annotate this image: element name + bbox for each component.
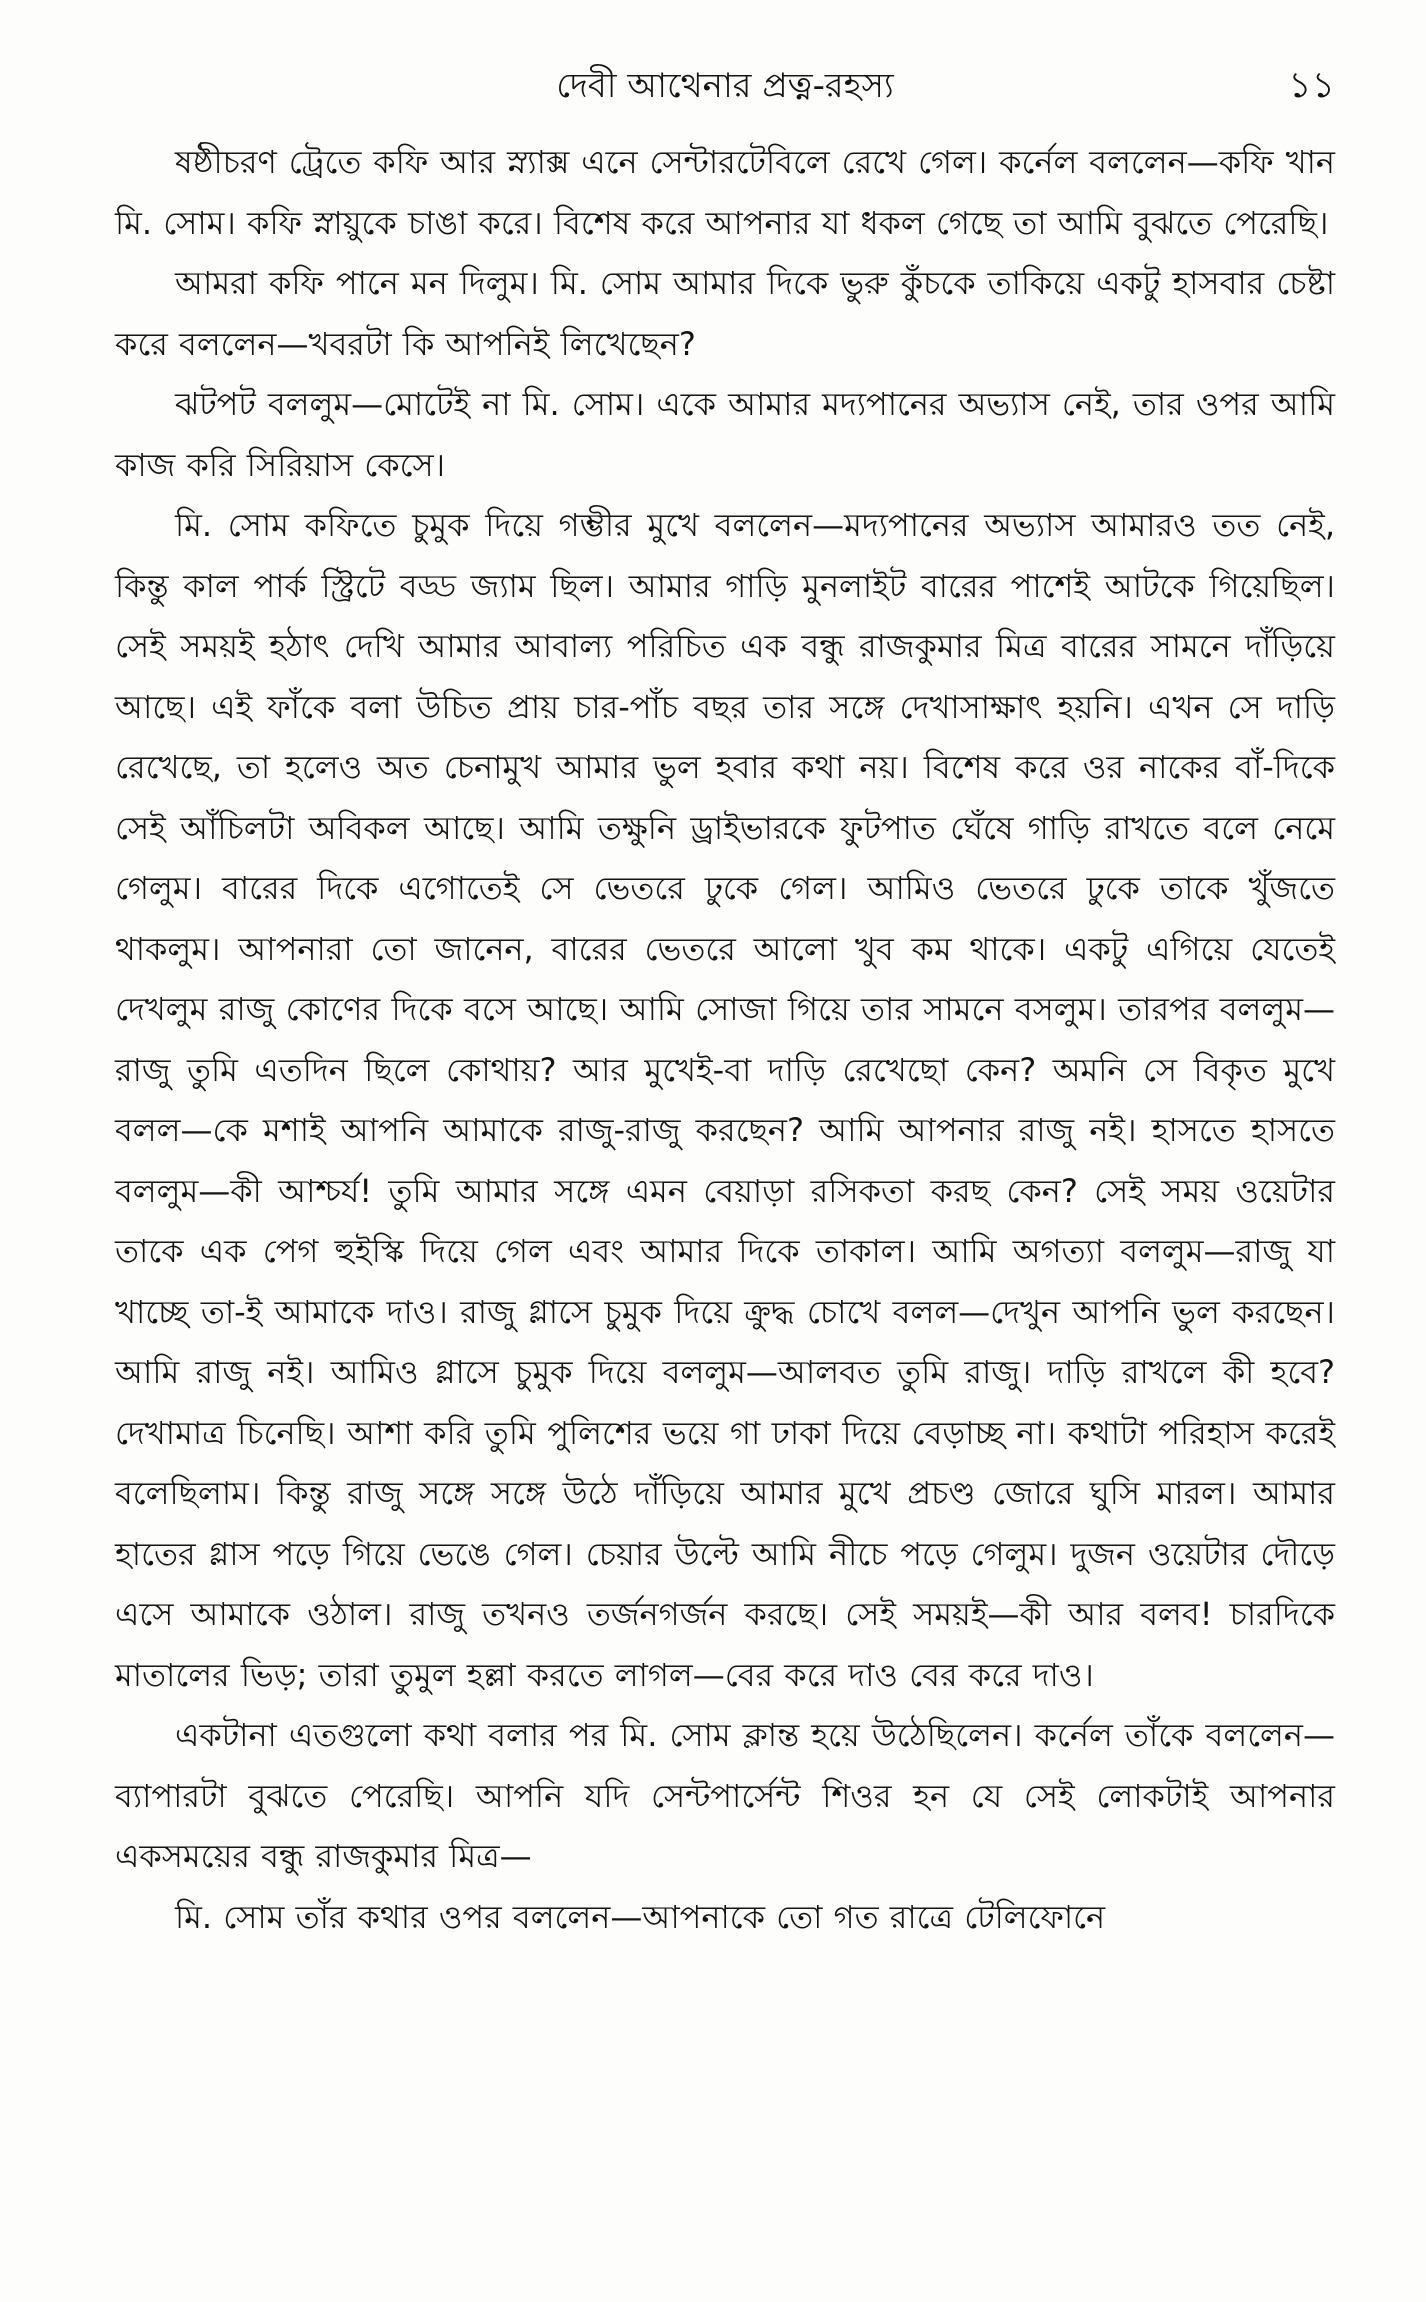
paragraph: মি. সোম কফিতে চুমুক দিয়ে গম্ভীর মুখে বললেন—মদ্যপানের অভ্যাস আমারও তত নেই, কিন্তু কাল পার্ক স্ট্রিটে বড্ড জ্যাম ছিল। আমার গাড়ি মুনলাইট বারের পাশেই আটকে গিয়েছিল। সেই সময়ই হঠাৎ দেখি আমার আবাল্য পরিচিত এক বন্ধু রাজকুমার মিত্র বারের সামনে দাঁড়িয়ে আছে। এই ফাঁকে বলা উচিত প্রায় চার-পাঁচ বছর তার সঙ্গে দেখাসাক্ষাৎ হয়নি। এখন সে দাড়ি রেখেছে, তা হলেও অত চেনামুখ আমার ভুল হবার কথা নয়। বিশেষ করে ওর নাকের বাঁ-দিকে সেই আঁচিলটা অবিকল আছে। আমি তক্ষুনি ড্রাইভারকে ফুটপাত ঘেঁষে গাড়ি রাখতে বলে নেমে গেলুম। বারের দিকে এগোতেই সে ভেতরে ঢুকে গেল। আমিও ভেতরে ঢুকে তাকে খুঁজতে থাকলুম। আপনারা তো জানেন, বারের ভেতরে আলো খুব কম থাকে। একটু এগিয়ে যেতেই দেখলুম রাজু কোণের দিকে বসে আছে। আমি সোজা গিয়ে তার সামনে বসলুম। তারপর বললুম—রাজু তুমি এতদিন ছিলে কোথায়? আর মুখেই-বা দাড়ি রেখেছো কেন? অমনি সে বিকৃত মুখে বলল—কে মশাই আপনি আমাকে রাজু-রাজু করছেন? আমি আপনার রাজু নই। হাসতে হাসতে বললুম—কী আশ্চর্য! তুমি আমার সঙ্গে এমন বেয়াড়া রসিকতা করছ কেন? সেই সময় ওয়েটার তাকে এক পেগ হুইস্কি দিয়ে গেল এবং আমার দিকে তাকাল। আমি অগত্যা বললুম—রাজু যা খাচ্ছে তা-ই আমাকে দাও। রাজু গ্লাসে চুমুক দিয়ে ক্রুদ্ধ চোখে বলল—দেখুন আপনি ভুল করছেন। আমি রাজু নই। আমিও গ্লাসে চুমুক দিয়ে বললুম—আলবত তুমি রাজু। দাড়ি রাখলে কী হবে? দেখামাত্র চিনেছি। আশা করি তুমি পুলিশের ভয়ে গা ঢাকা দিয়ে বেড়াচ্ছ না। কথাটা পরিহাস করেই বলেছিলাম। কিন্তু রাজু সঙ্গে সঙ্গে উঠে দাঁড়িয়ে আমার মুখে প্রচণ্ড জোরে ঘুসি মারল। আমার হাতের গ্লাস পড়ে গিয়ে ভেঙে গেল। চেয়ার উল্টে আমি নীচে পড়ে গেলুম। দুজন ওয়েটার দৌড়ে এসে আমাকে ওঠাল। রাজু তখনও তর্জনগর্জন করছে। সেই সময়ই—কী আর বলব! চারদিকে মাতালের ভিড়; তারা তুমুল হল্লা করতে লাগল—বের করে দাও বের করে দাও। [115,506,1335,1694]
body-text [115,132,1335,1947]
paragraph: একটানা এতগুলো কথা বলার পর মি. সোম ক্লান্ত হয়ে উঠেছিলেন। কর্নেল তাঁকে বললেন—ব্যাপারটা বুঝতে পেরেছি। আপনি যদি সেন্টপার্সেন্ট শিওর হন যে সেই লোকটাই আপনার একসময়ের বন্ধু রাজকুমার মিত্র— [115,1716,1335,1875]
running-head [115,56,1335,116]
running-title: দেবী আথেনার প্রত্ন-রহস্য [556,66,894,106]
paragraph: ঝটপট বললুম—মোটেই না মি. সোম। একে আমার মদ্যপানের অভ্যাস নেই, তার ওপর আমি কাজ করি সিরিয়াস কেসে। [115,385,1335,484]
page-number: ১১ [1288,65,1335,106]
paragraph: আমরা কফি পানে মন দিলুম। মি. সোম আমার দিকে ভুরু কুঁচকে তাকিয়ে একটু হাসবার চেষ্টা করে বললেন—খবরটা কি আপনিই লিখেছেন? [115,264,1335,363]
paragraph: ষষ্ঠীচরণ ট্রেতে কফি আর স্ন্যাক্স এনে সেন্টারটেবিলে রেখে গেল। কর্নেল বললেন—কফি খান মি. সোম। কফি স্নায়ুকে চাঙা করে। বিশেষ করে আপনার যা ধকল গেছে তা আমি বুঝতে পেরেছি। [115,143,1335,242]
paragraph: মি. সোম তাঁর কথার ওপর বললেন—আপনাকে তো গত রাত্রে টেলিফোনে [175,1897,1106,1936]
